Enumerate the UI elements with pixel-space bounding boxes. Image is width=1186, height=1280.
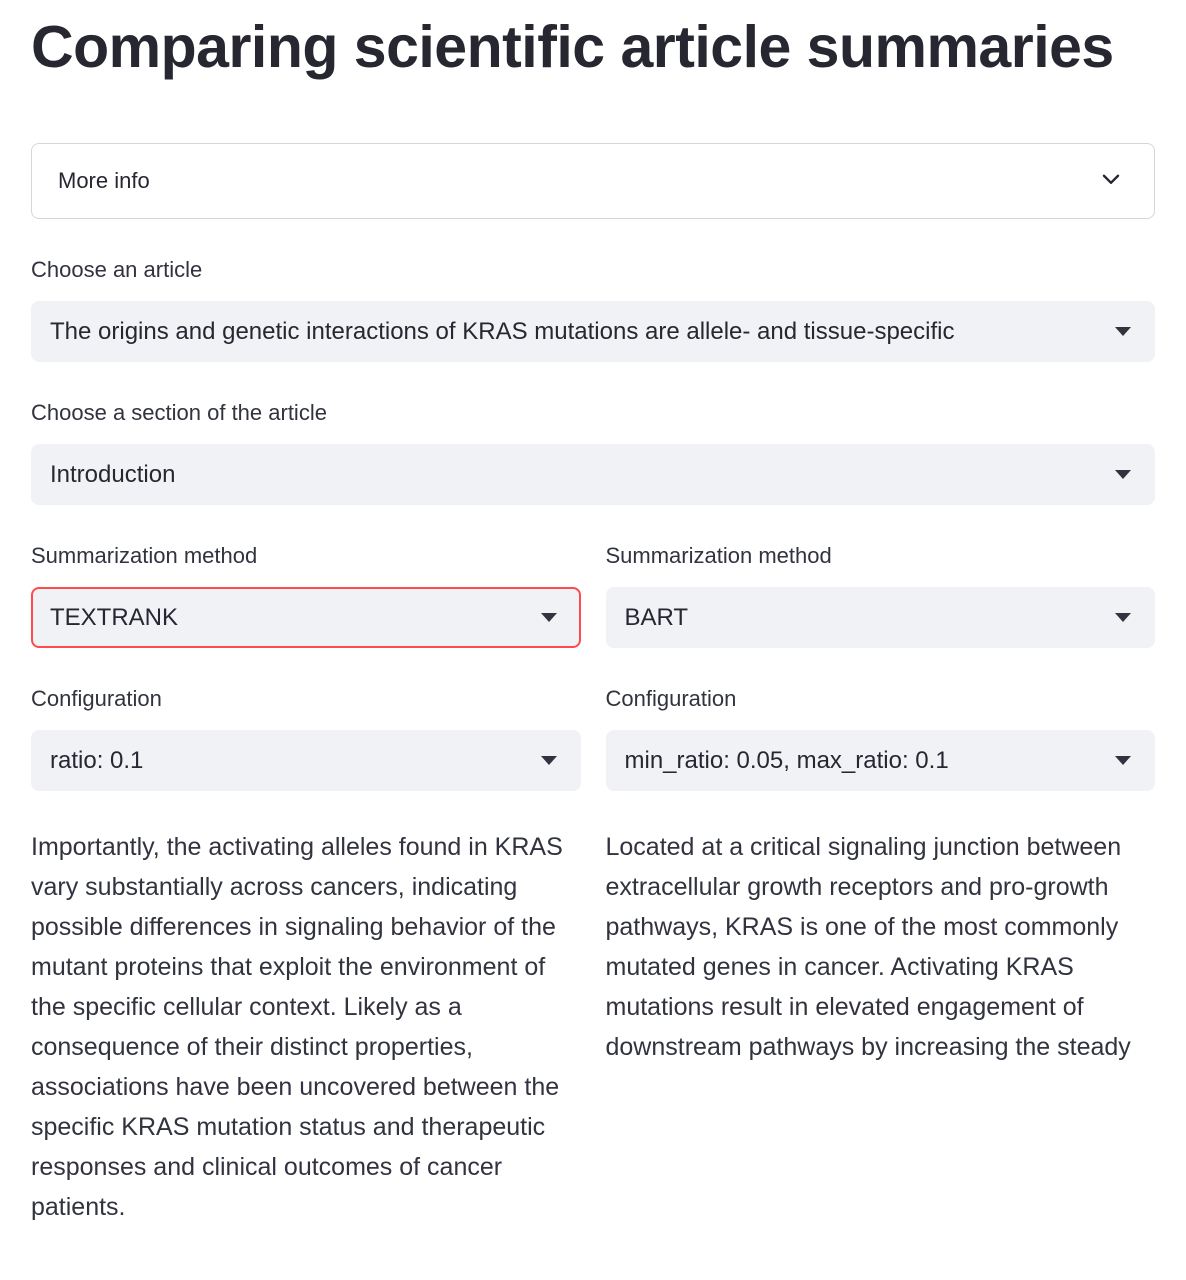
article-select-value: The origins and genetic interactions of KRAS mutations are allele- and tissue-specific <box>50 317 955 345</box>
app-content <box>0 8 1186 1227</box>
right-method-select-value: BART <box>624 603 689 631</box>
more-info-expander[interactable] <box>31 143 1155 219</box>
page-title: Comparing scientific article summaries <box>31 14 1114 80</box>
left-config-select[interactable] <box>31 730 581 791</box>
section-field <box>31 398 1155 505</box>
left-summary-text: Importantly, the activating alleles found in KRAS vary substantially across cancers, indicating possible differences in signaling behavior of the mutant proteins that exploit the environment of the specific cellular context. Likely as a consequence of their distinct properties, associations have been uncovered between the specific KRAS mutation status and therapeutic responses and clinical outcomes of cancer patients. <box>31 833 563 1222</box>
left-method-select[interactable] <box>31 587 581 648</box>
section-select[interactable] <box>31 444 1155 505</box>
caret-down-icon <box>1115 327 1131 336</box>
article-select-label: Choose an article <box>31 257 203 283</box>
left-column <box>31 505 581 1227</box>
article-select[interactable] <box>31 301 1155 362</box>
right-column <box>606 505 1156 1227</box>
left-config-select-value: ratio: 0.1 <box>50 746 144 774</box>
left-config-field <box>31 684 581 791</box>
right-config-select-value: min_ratio: 0.05, max_ratio: 0.1 <box>624 746 949 774</box>
chevron-down-icon <box>1098 166 1124 197</box>
left-method-label: Summarization method <box>31 543 258 569</box>
left-config-label: Configuration <box>31 686 162 712</box>
right-method-label: Summarization method <box>605 543 832 569</box>
section-select-value: Introduction <box>50 460 176 488</box>
right-method-field <box>606 541 1156 648</box>
caret-down-icon <box>1115 756 1131 765</box>
left-method-field <box>31 541 581 648</box>
article-field <box>31 255 1155 362</box>
left-method-select-value: TEXTRANK <box>50 603 179 631</box>
caret-down-icon <box>541 756 557 765</box>
section-select-label: Choose a section of the article <box>31 400 327 426</box>
caret-down-icon <box>541 613 557 622</box>
right-method-select[interactable] <box>606 587 1156 648</box>
right-config-field <box>606 684 1156 791</box>
right-config-select[interactable] <box>606 730 1156 791</box>
caret-down-icon <box>1115 613 1131 622</box>
right-config-label: Configuration <box>605 686 737 712</box>
right-summary-text: Located at a critical signaling junction between extracellular growth receptors and pro-growth pathways, KRAS is one of the most commonly mutated genes in cancer. Activating KRAS mutations result in elevated engagement of downstream pathways by increasing the steady <box>605 833 1131 1062</box>
comparison-columns <box>31 505 1155 1227</box>
expander-label: More info <box>58 168 150 194</box>
caret-down-icon <box>1115 470 1131 479</box>
